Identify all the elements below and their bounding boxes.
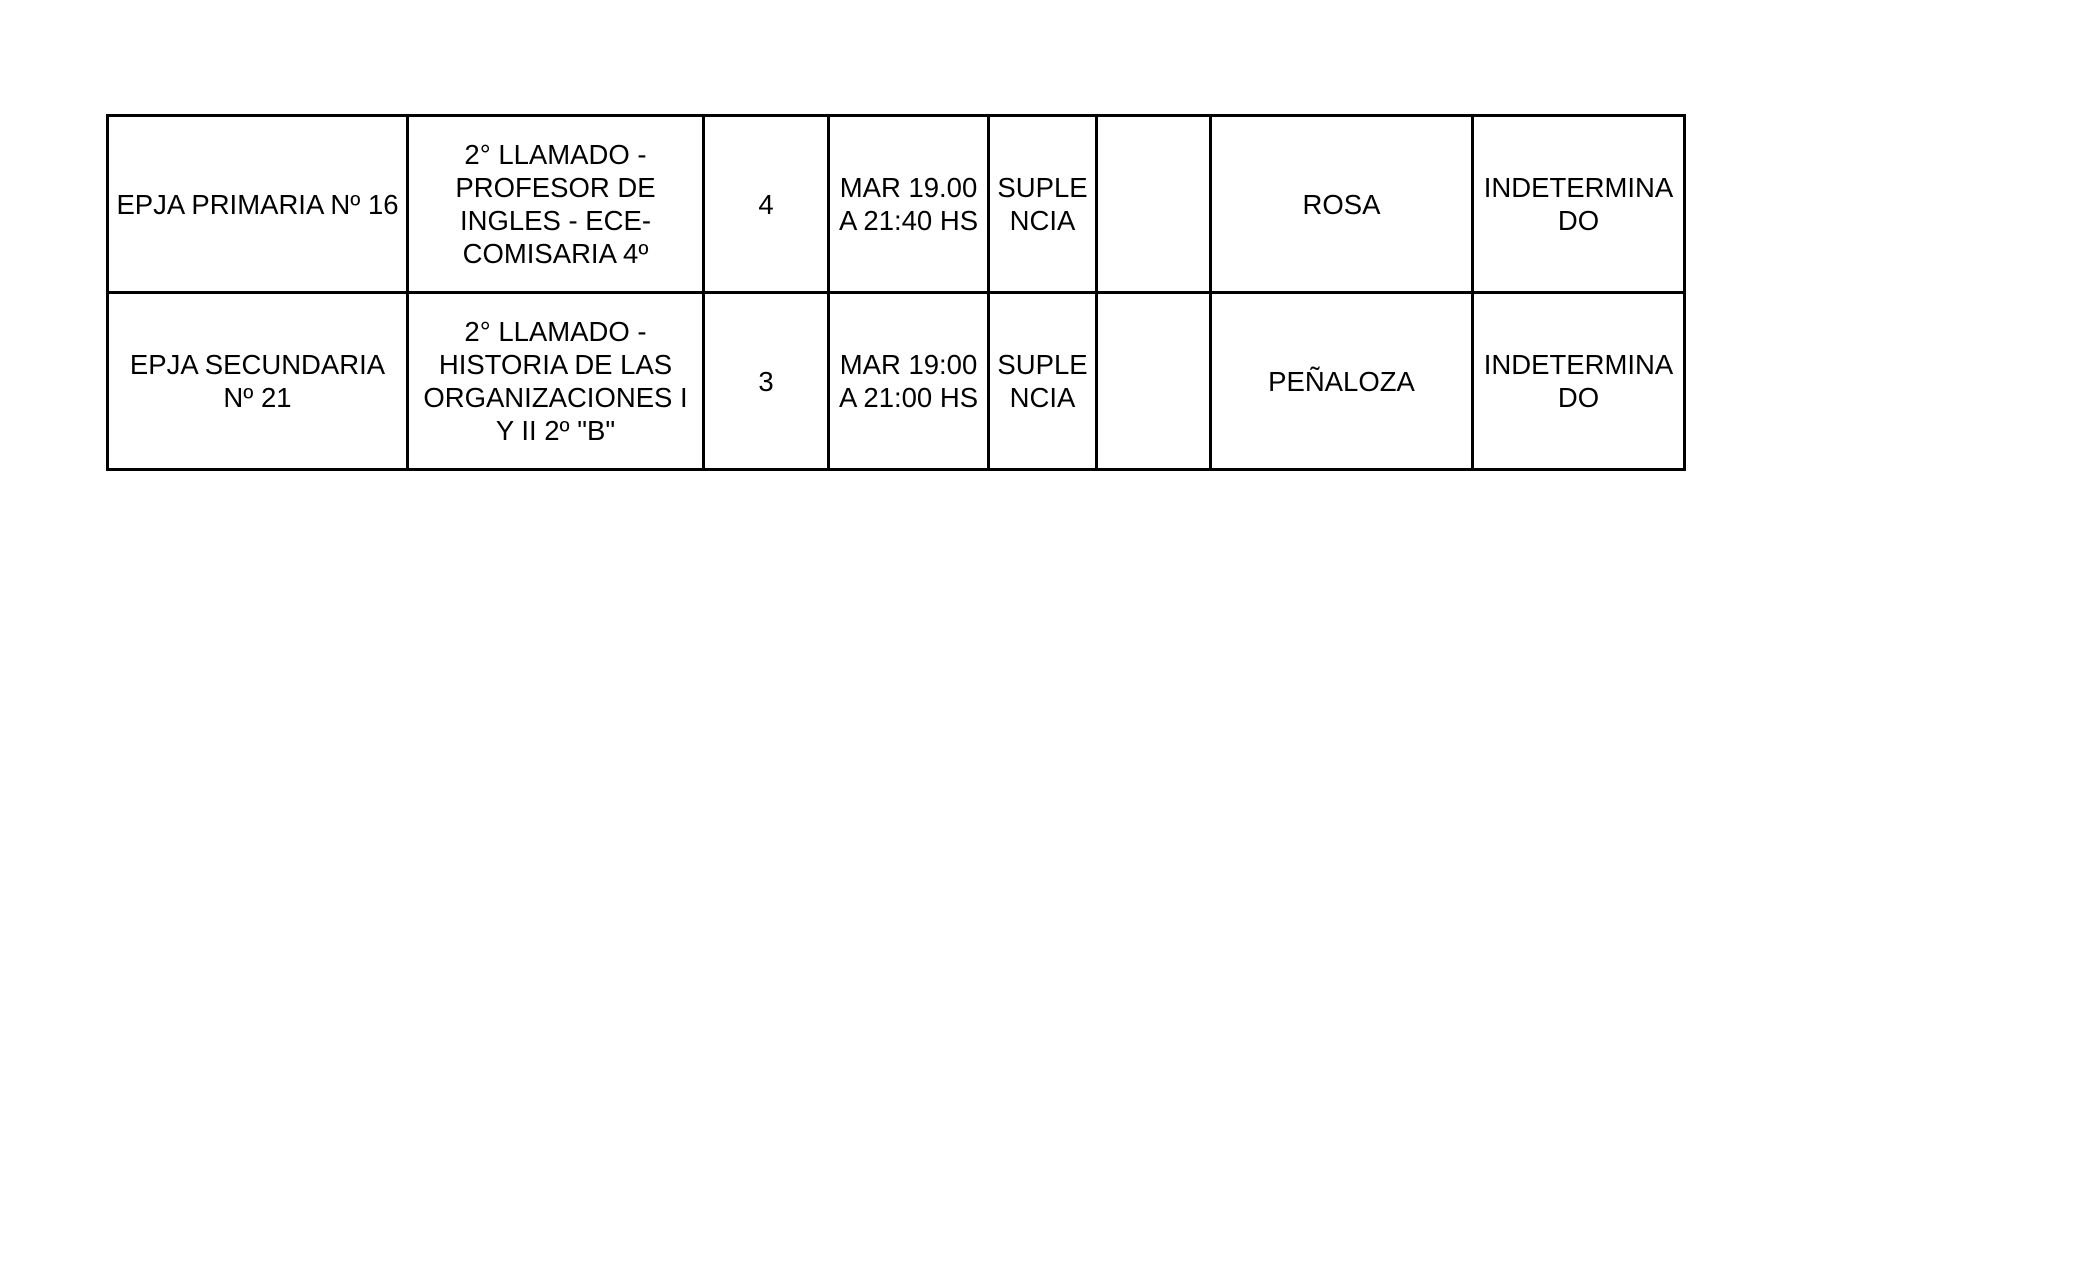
schedule-cell: MAR 19.00 A 21:40 HS [829, 116, 989, 293]
blank-cell [1097, 116, 1211, 293]
holder-cell: ROSA [1211, 116, 1473, 293]
holder-cell: PEÑALOZA [1211, 293, 1473, 470]
school-cell: EPJA PRIMARIA Nº 16 [108, 116, 408, 293]
table-row [108, 116, 1685, 293]
position-cell: 2° LLAMADO - HISTORIA DE LAS ORGANIZACIONES I Y II 2º "B" [408, 293, 704, 470]
blank-cell [1097, 293, 1211, 470]
hours-cell: 3 [704, 293, 829, 470]
school-cell: EPJA SECUNDARIA Nº 21 [108, 293, 408, 470]
schedule-cell: MAR 19:00 A 21:00 HS [829, 293, 989, 470]
type-cell: SUPLE NCIA [989, 293, 1097, 470]
duration-cell: INDETERMINA DO [1473, 116, 1685, 293]
position-cell: 2° LLAMADO - PROFESOR DE INGLES - ECE- COMISARIA 4º [408, 116, 704, 293]
duration-cell: INDETERMINA DO [1473, 293, 1685, 470]
hours-cell: 4 [704, 116, 829, 293]
type-cell: SUPLE NCIA [989, 116, 1097, 293]
vacancy-table [106, 114, 1686, 471]
table-row [108, 293, 1685, 470]
